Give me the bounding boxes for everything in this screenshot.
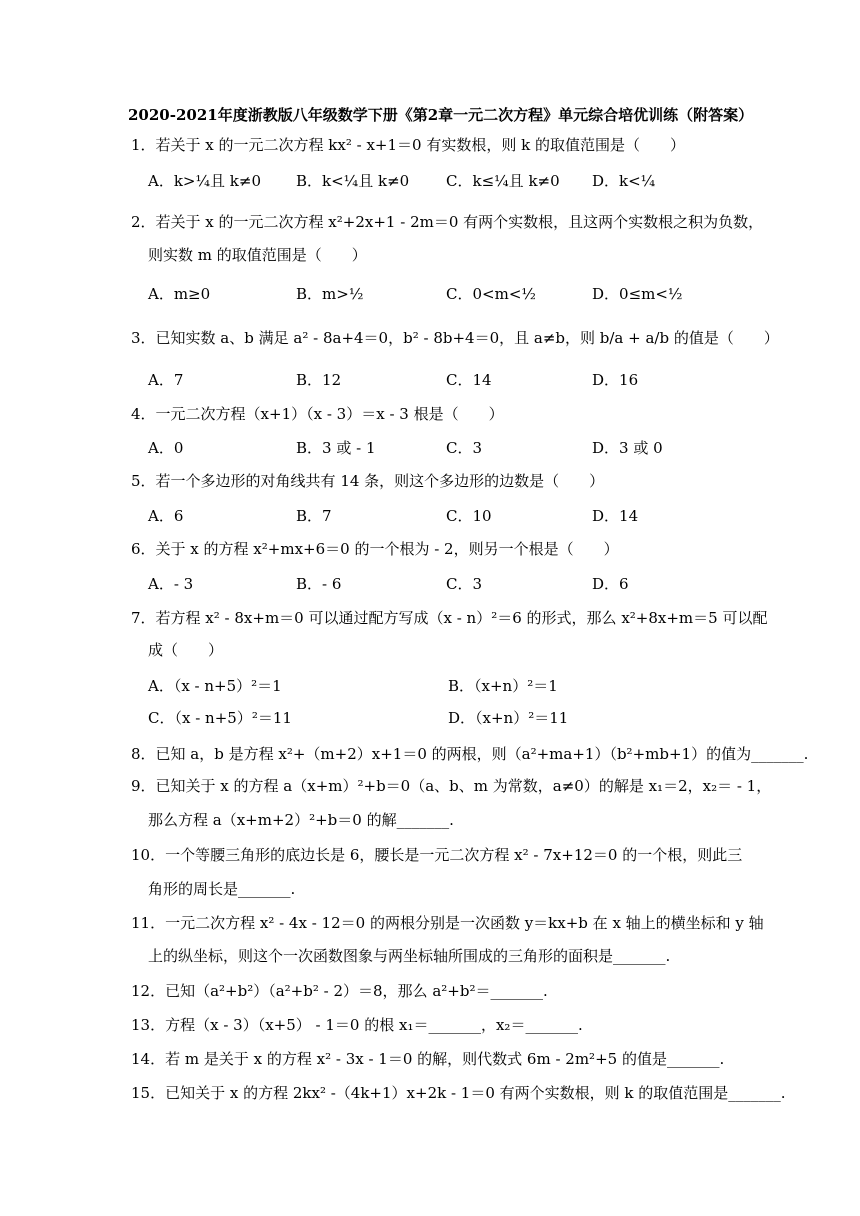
question-2: 2．若关于 x 的一元二次方程 x²+2x+1 - 2m＝0 有两个实数根，且这两个实数根之积为负数， (131, 213, 764, 231)
question-14: 14．若 m 是关于 x 的方程 x² - 3x - 1＝0 的解，则代数式 6m - 2m²+5 的值是_______. (131, 1050, 725, 1068)
option-d: D．16 (592, 371, 639, 389)
option-b: B．m>½ (296, 285, 364, 303)
question-7-options-row2 (148, 704, 738, 732)
option-c: C．3 (446, 439, 483, 457)
question-5-options (148, 502, 738, 530)
option-c: C．14 (446, 371, 492, 389)
option-a: A．0 (148, 439, 184, 457)
question-9: 9．已知关于 x 的方程 a（x+m）²+b＝0（a、b、m 为常数，a≠0）的解是 x₁＝2，x₂＝ - 1， (131, 777, 772, 795)
question-3: 3．已知实数 a、b 满足 a² - 8a+4＝0，b² - 8b+4＝0，且 a≠b，则 b/a + a/b 的值是（ ） (131, 329, 779, 347)
question-9-cont: 那么方程 a（x+m+2）²+b＝0 的解_______. (148, 811, 454, 829)
question-10-cont: 角形的周长是_______. (148, 880, 296, 898)
option-d: D．0≤m<½ (592, 285, 683, 303)
question-2-options (148, 280, 738, 308)
question-5: 5．若一个多边形的对角线共有 14 条，则这个多边形的边数是（ ） (131, 472, 605, 490)
question-15: 15．已知关于 x 的方程 2kx² -（4k+1）x+2k - 1＝0 有两个实数根，则 k 的取值范围是_______. (131, 1084, 786, 1102)
option-b: B．- 6 (296, 575, 342, 593)
option-b: B．3 或 - 1 (296, 439, 376, 457)
option-a: A．7 (148, 371, 184, 389)
option-b: B．12 (296, 371, 342, 389)
question-12: 12．已知（a²+b²）（a²+b² - 2）＝8，那么 a²+b²＝_______. (131, 982, 548, 1000)
option-c: C．k≤¼且 k≠0 (446, 172, 560, 190)
question-2-cont: 则实数 m 的取值范围是（ ） (148, 246, 367, 264)
question-11-cont: 上的纵坐标，则这个一次函数图象与两坐标轴所围成的三角形的面积是_______. (148, 947, 671, 965)
option-d: D．3 或 0 (592, 439, 663, 457)
option-b: B．（x+n）²＝1 (448, 677, 558, 695)
option-b: B．7 (296, 507, 332, 525)
question-8: 8．已知 a，b 是方程 x²+（m+2）x+1＝0 的两根，则（a²+ma+1）（b²+mb+1）的值为_______. (131, 745, 809, 763)
question-10: 10．一个等腰三角形的底边长是 6，腰长是一元二次方程 x² - 7x+12＝0 的一个根，则此三 (131, 846, 743, 864)
option-c: C．10 (446, 507, 492, 525)
option-d: D．14 (592, 507, 639, 525)
question-7: 7．若方程 x² - 8x+m＝0 可以通过配方写成（x - n）²＝6 的形式，那么 x²+8x+m＝5 可以配 (131, 609, 768, 627)
question-4: 4．一元二次方程（x+1）（x - 3）＝x - 3 根是（ ） (131, 405, 504, 423)
question-4-options (148, 434, 738, 462)
option-c: C．（x - n+5）²＝11 (148, 709, 292, 727)
option-a: A．6 (148, 507, 184, 525)
question-1-options (148, 167, 738, 195)
question-7-cont: 成（ ） (148, 641, 224, 659)
question-6: 6．关于 x 的方程 x²+mx+6＝0 的一个根为 - 2，则另一个根是（ ） (131, 540, 619, 558)
question-7-options-row1 (148, 672, 738, 700)
option-d: D．6 (592, 575, 629, 593)
question-1: 1．若关于 x 的一元二次方程 kx² - x+1＝0 有实数根，则 k 的取值范围是（ ） (131, 136, 685, 154)
question-3-options (148, 366, 738, 394)
option-a: A．- 3 (148, 575, 194, 593)
option-a: A．（x - n+5）²＝1 (148, 677, 282, 695)
option-d: D．（x+n）²＝11 (448, 709, 569, 727)
question-13: 13．方程（x - 3）（x+5） - 1＝0 的根 x₁＝_______，x₂＝_______. (131, 1016, 583, 1034)
option-a: A．m≥0 (148, 285, 211, 303)
option-c: C．0<m<½ (446, 285, 536, 303)
option-a: A．k>¼且 k≠0 (148, 172, 261, 190)
option-b: B．k<¼且 k≠0 (296, 172, 410, 190)
question-11: 11．一元二次方程 x² - 4x - 12＝0 的两根分别是一次函数 y＝kx+b 在 x 轴上的横坐标和 y 轴 (131, 914, 764, 932)
option-c: C．3 (446, 575, 483, 593)
question-6-options (148, 570, 738, 598)
document-title: 2020-2021年度浙教版八年级数学下册《第2章一元二次方程》单元综合培优训练（附答案） (128, 106, 754, 124)
option-d: D．k<¼ (592, 172, 656, 190)
